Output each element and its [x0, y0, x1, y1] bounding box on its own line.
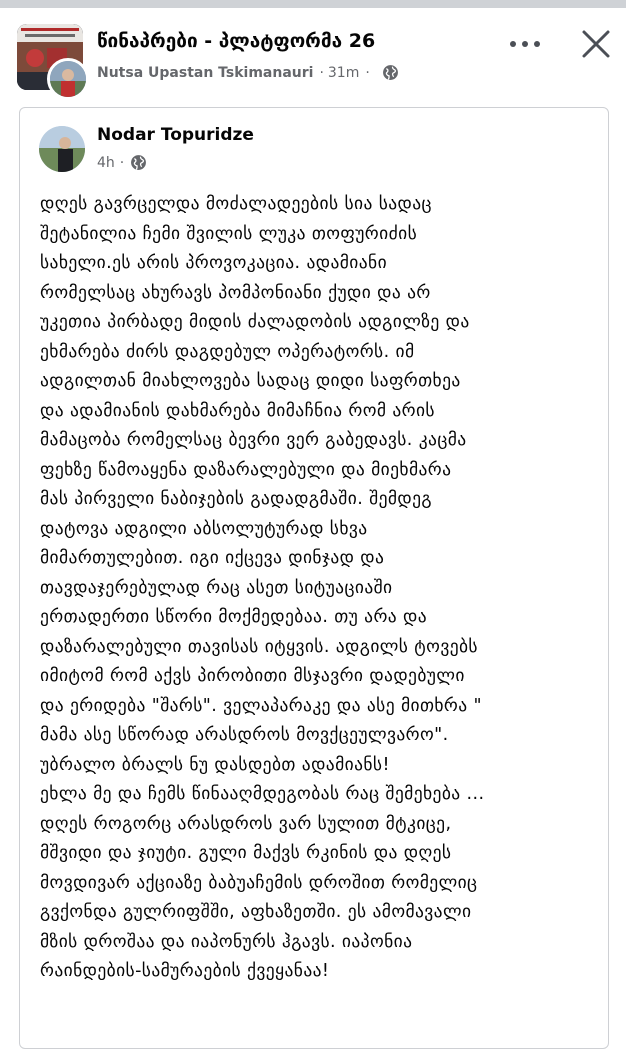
post-line: რომელსაც ახურავს პომპონიანი ქუდი და არ — [40, 282, 431, 303]
globe-icon — [382, 64, 399, 81]
globe-icon — [130, 154, 147, 171]
author-avatar[interactable] — [39, 126, 85, 172]
post-line: დღეს როგორც არასდროს ვარ სულით მტკიცე, — [40, 813, 452, 834]
poster-meta — [97, 64, 399, 81]
shared-post-time[interactable]: 4h — [97, 154, 115, 171]
post-header — [0, 8, 626, 98]
group-title[interactable]: წინაპრები - პლატფორმა 26 — [97, 30, 376, 52]
meta-separator: · — [319, 64, 324, 81]
more-horizontal-icon — [505, 30, 545, 58]
poster-name[interactable]: Nutsa Upastan Tskimanauri — [97, 64, 314, 81]
shared-post-card — [19, 107, 609, 1049]
post-body-text — [40, 190, 600, 987]
close-icon — [576, 24, 616, 64]
post-line: შეტანილია ჩემი შვილის ლუკა თოფურიძის — [40, 223, 418, 244]
author-meta — [97, 154, 147, 171]
post-time[interactable]: 31m — [327, 64, 360, 81]
post-line: დაზარალებული თავისას იტყვის. ადგილს ტოვებს — [40, 636, 478, 657]
post-line: იმიტომ რომ აქვს პირობითი მსჯავრი დადებული — [40, 666, 465, 686]
post-line: მიმართულებით. იგი იქცევა დინჯად და — [40, 548, 385, 568]
close-button[interactable] — [576, 24, 616, 64]
post-line: გვქონდა გულრიფშში, აფხაზეთში. ეს ამომავალი — [40, 902, 472, 922]
post-line: და ერიდება "შარს". ველაპარაკე და ასე მითხრა " — [40, 695, 482, 716]
poster-avatar[interactable] — [47, 58, 89, 100]
post-line: დატოვა ადგილი აბსოლუტურად სხვა — [40, 518, 368, 539]
post-line: უკეთია პირბადე მიდის ძალადობის ადგილზე და — [40, 312, 470, 332]
author-avatar-image — [39, 126, 85, 172]
post-line: მას პირველი ნაბიჯების გადადგმაში. შემდეგ — [40, 489, 432, 509]
post-line: მამაცობა რომელსაც ბევრი ვერ გაბედავს. კაცმა — [40, 430, 467, 450]
post-line: ფეხზე წამოაყენა დაზარალებული და მიეხმარა — [40, 459, 452, 480]
post-line: სახელი.ეს არის პროვოკაცია. ადამიანი — [40, 253, 388, 273]
meta-separator: · — [365, 64, 370, 81]
post-line: უბრალო ბრალს ნუ დასდებთ ადამიანს! — [40, 754, 390, 775]
post-line: და ადამიანის დახმარება მიმაჩნია რომ არის — [40, 400, 435, 421]
post-line: მოვდივარ აქციაზე ბაბუაჩემის დროშით რომელიც — [40, 872, 478, 893]
post-line: მზის დროშაა და იაპონურს ჰგავს. იაპონია — [40, 931, 413, 952]
post-line: დღეს გავრცელდა მოძალადეების სია სადაც — [40, 194, 432, 214]
post-line: ერთადერთი სწორი მოქმედებაა. თუ არა და — [40, 607, 428, 627]
post-line: ეხმარება ძირს დაგდებულ ოპერატორს. იმ — [40, 341, 415, 362]
post-line: ადგილთან მიახლოვება სადაც დიდი საფრთხეა — [40, 371, 461, 391]
top-status-strip — [0, 0, 626, 8]
meta-separator: · — [119, 154, 125, 171]
author-name[interactable]: Nodar Topuridze — [97, 125, 254, 145]
post-line: მშვიდი და ჯიუტი. გული მაქვს რკინის და დღეს — [40, 843, 452, 863]
post-line: რაინდების-სამურაების ქვეყანაა! — [40, 961, 330, 981]
post-line: ეხლა მე და ჩემს წინააღმდეგობას რაც შემეხება ... — [40, 784, 485, 804]
post-line: თავდაჯერებულად რაც ასეთ სიტუაციაში — [40, 577, 393, 598]
more-options-button[interactable] — [505, 30, 545, 58]
post-line: მამა ასე სწორად არასდროს მოვქცეულვარო". — [40, 725, 449, 745]
poster-avatar-image — [50, 61, 86, 97]
